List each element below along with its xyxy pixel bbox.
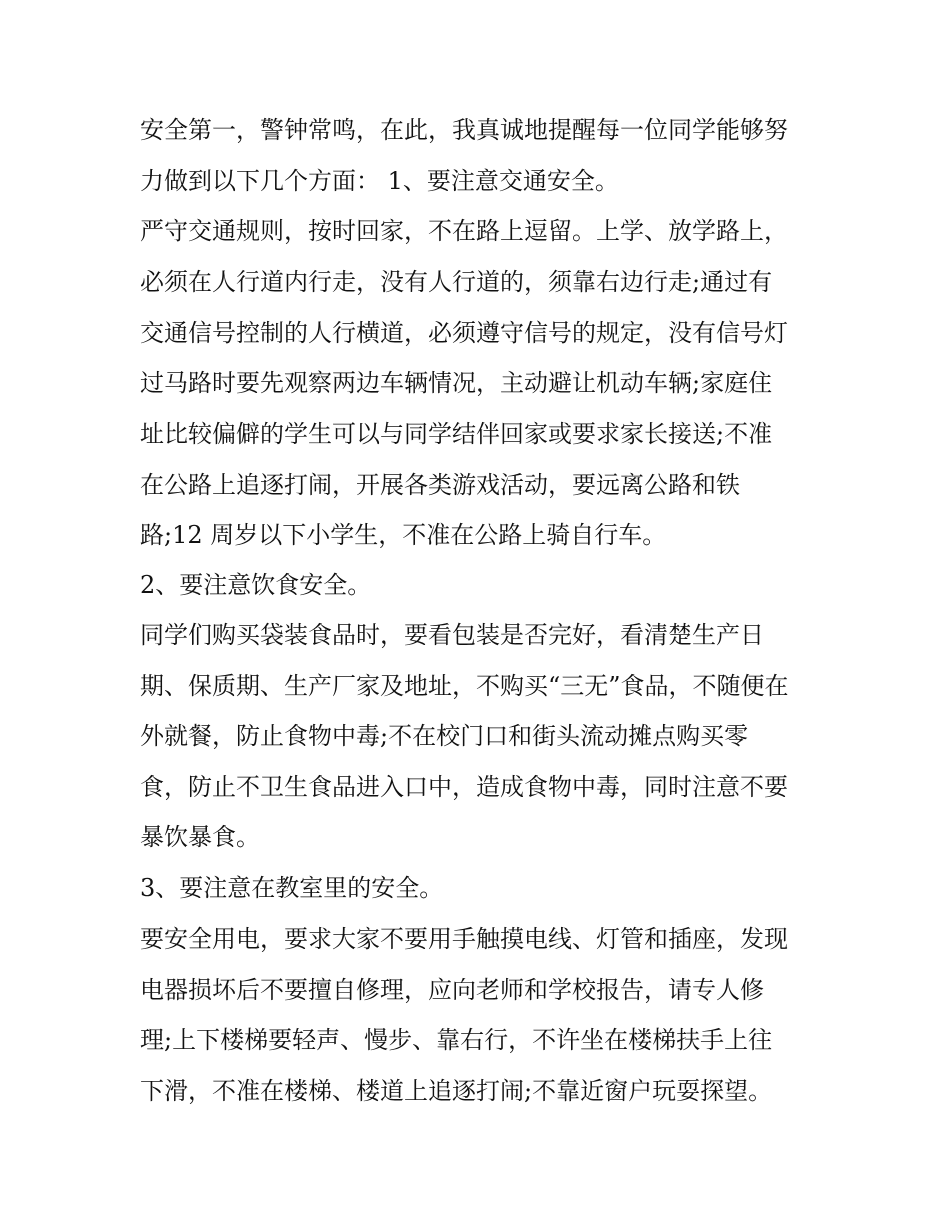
text-line: 外就餐，防止食物中毒;不在校门口和街头流动摊点购买零 [140, 722, 749, 750]
text-line: 理;上下楼梯要轻声、慢步、靠右行，不许坐在楼梯扶手上往 [140, 1026, 773, 1054]
section-heading: 3、要注意在教室里的安全。 [140, 874, 444, 902]
text-line: 要安全用电，要求大家不要用手触摸电线、灯管和插座，发现 [140, 925, 788, 953]
text-line: 暴饮暴食。 [140, 823, 260, 851]
text-line: 址比较偏僻的学生可以与同学结伴回家或要求家长接送;不准 [140, 420, 773, 448]
text-line: 同学们购买袋装食品时，要看包装是否完好，看清楚生产日 [140, 621, 764, 649]
section-heading: 2、要注意饮食安全。 [140, 571, 372, 599]
text-line: 过马路时要先观察两边车辆情况，主动避让机动车辆;家庭住 [140, 369, 773, 397]
text-line: 食，防止不卫生食品进入口中，造成食物中毒，同时注意不要 [140, 773, 788, 801]
text-line: 必须在人行道内行走，没有人行道的，须靠右边行走;通过有 [140, 268, 773, 296]
text-line: 期、保质期、生产厂家及地址，不购买“三无”食品，不随便在 [140, 672, 789, 700]
text-line: 下滑，不准在楼梯、楼道上追逐打闹;不靠近窗户玩耍探望。 [140, 1077, 773, 1105]
text-line: 力做到以下几个方面： 1、要注意交通安全。 [140, 167, 619, 195]
text-line: 交通信号控制的人行横道，必须遵守信号的规定，没有信号灯 [140, 319, 788, 347]
text-line: 路;12 周岁以下小学生，不准在公路上骑自行车。 [140, 521, 667, 549]
text-line: 在公路上追逐打闹，开展各类游戏活动，要远离公路和铁 [140, 471, 740, 499]
text-line: 安全第一，警钟常鸣，在此，我真诚地提醒每一位同学能够努 [140, 116, 788, 144]
text-line: 电器损坏后不要擅自修理，应向老师和学校报告，请专人修 [140, 976, 764, 1004]
text-line: 严守交通规则，按时回家，不在路上逗留。上学、放学路上， [140, 217, 788, 245]
